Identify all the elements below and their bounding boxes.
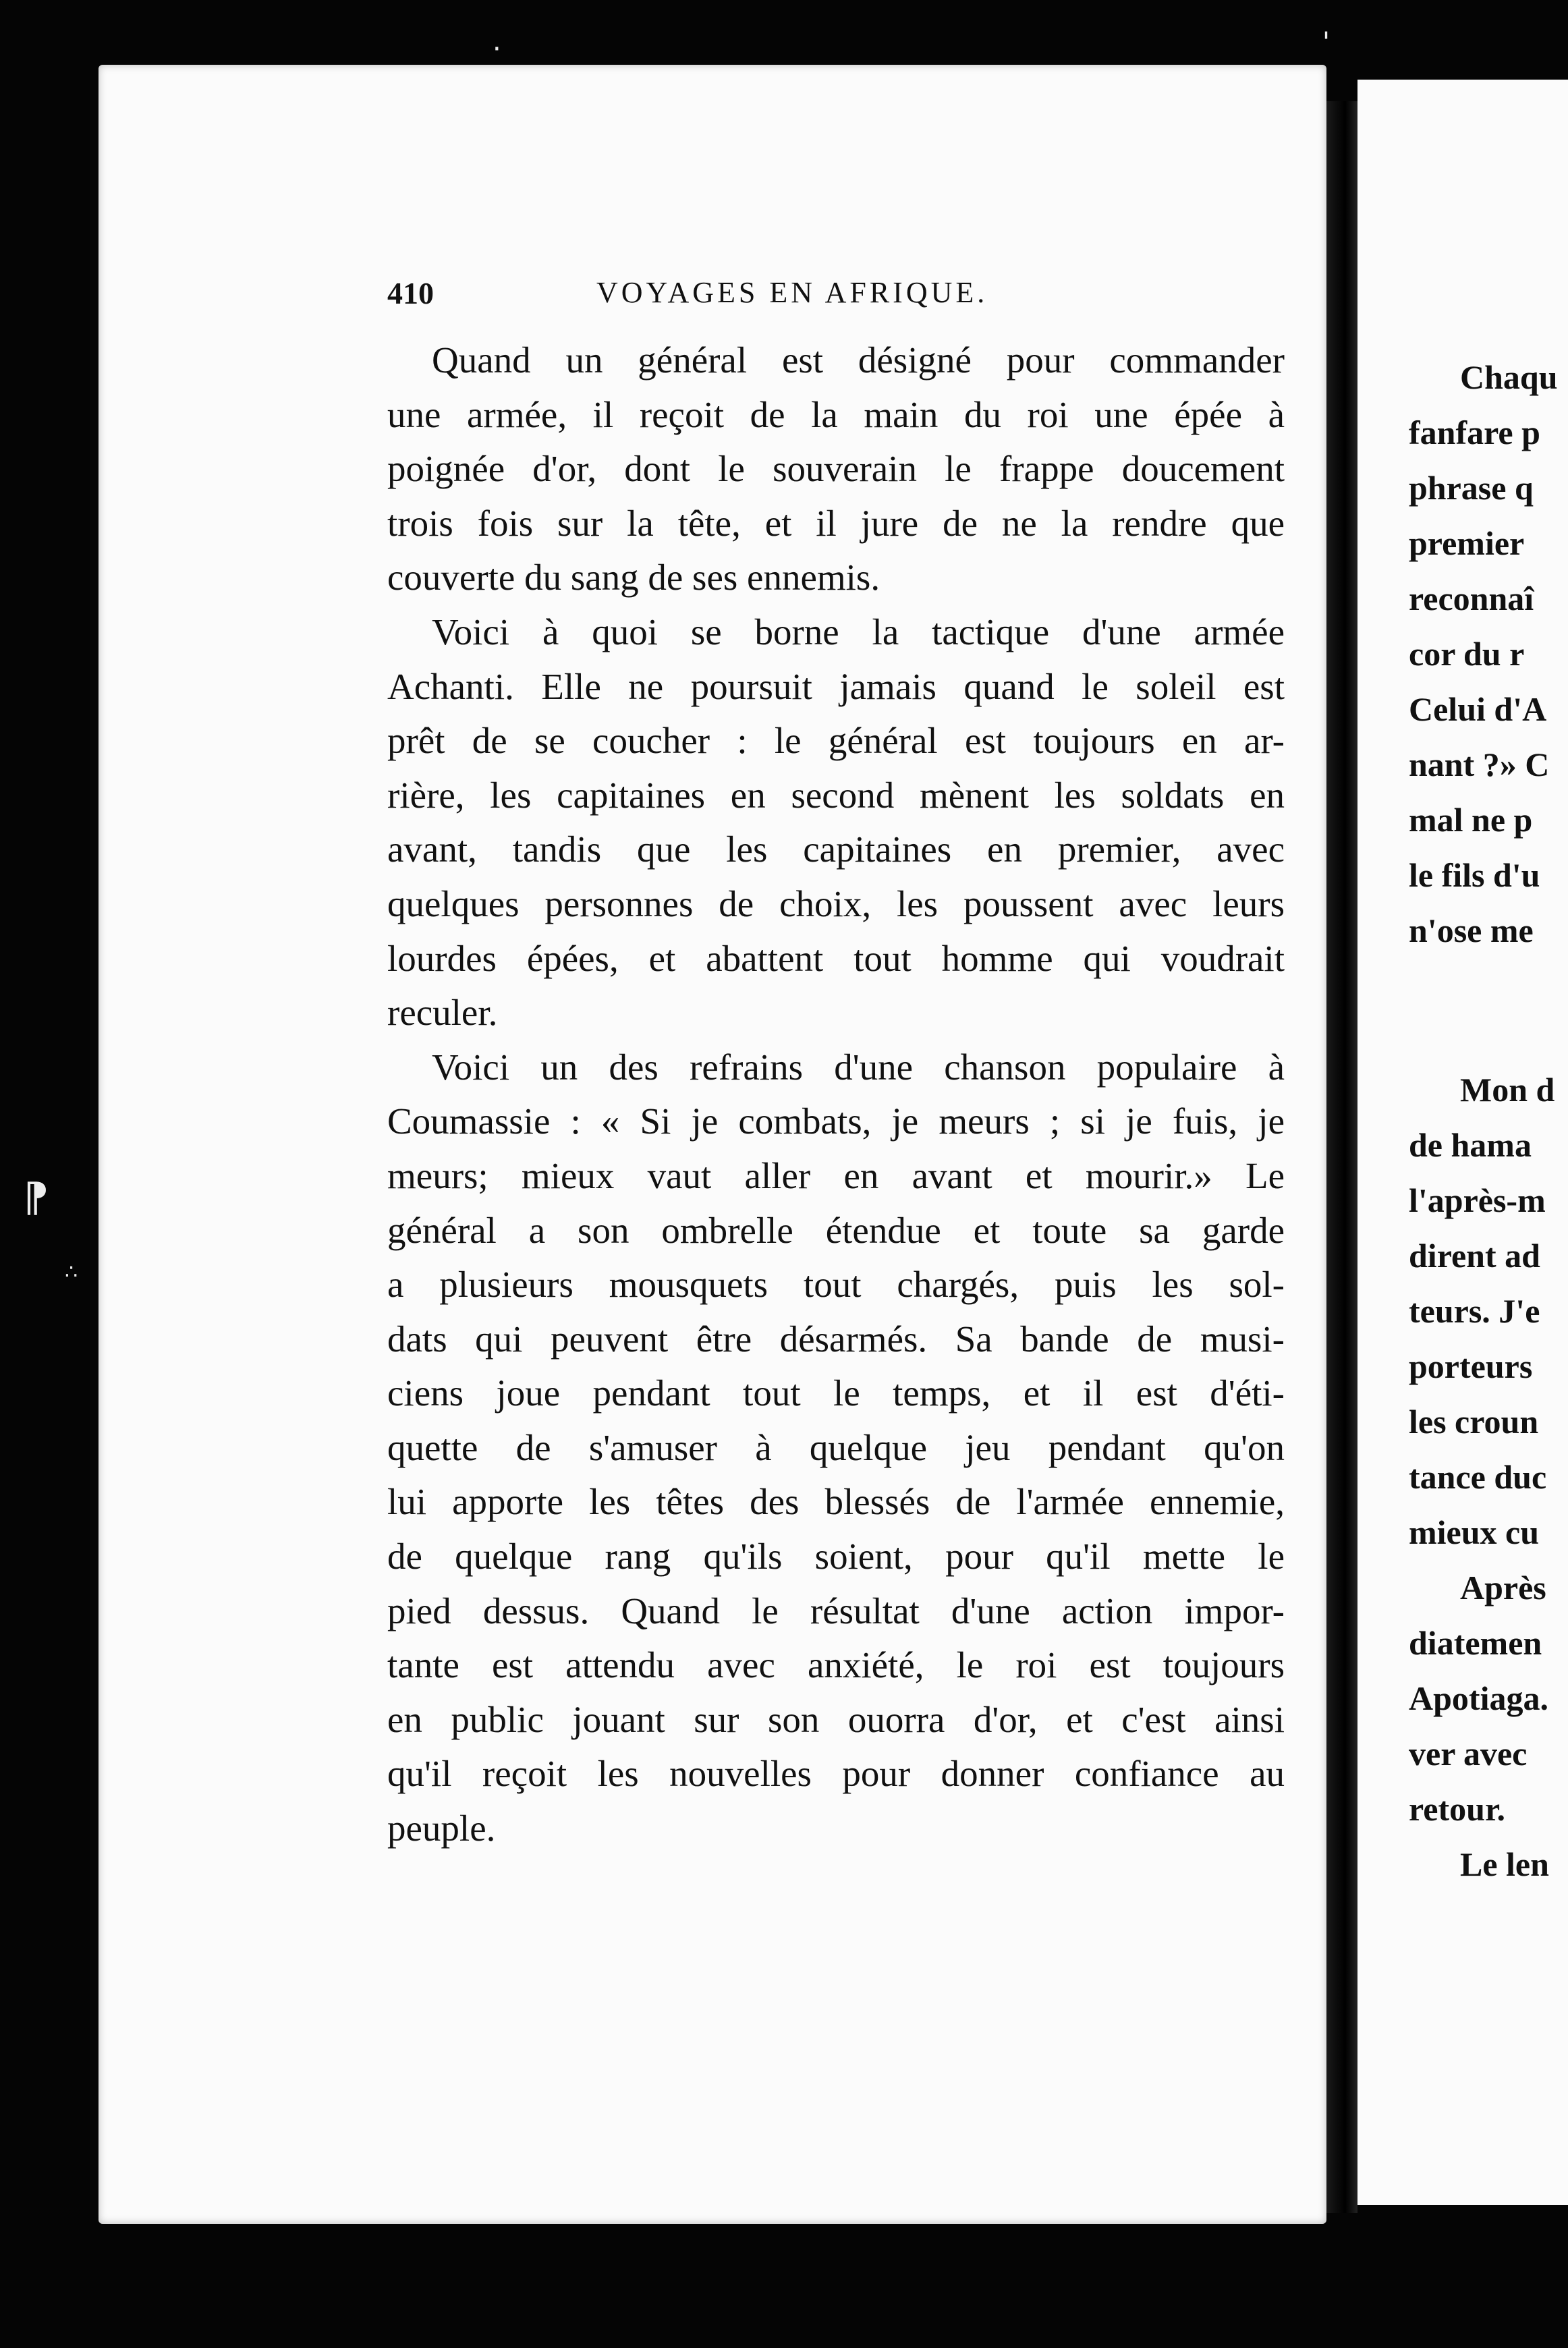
- text-line: Le len: [1460, 1845, 1549, 1883]
- text-line: qu'il reçoit les nouvelles pour donner confiance au: [387, 1753, 1285, 1795]
- text-line: une armée, il reçoit de la main du roi une épée à: [387, 393, 1285, 435]
- text-line: Mon d: [1460, 1071, 1555, 1109]
- text-line: fanfare p: [1409, 414, 1540, 451]
- text-line: Achanti. Elle ne poursuit jamais quand le soleil est: [387, 665, 1285, 707]
- running-head-title: VOYAGES EN AFRIQUE.: [596, 276, 988, 309]
- scan-speck: ·: [493, 34, 501, 65]
- text-line: l'après-m: [1409, 1181, 1546, 1219]
- text-line: tance duc: [1409, 1458, 1547, 1496]
- text-line: dirent ad: [1409, 1237, 1540, 1275]
- text-line: général a son ombrelle étendue et toute sa garde: [387, 1209, 1285, 1251]
- text-line: pied dessus. Quand le résultat d'une action impor-: [387, 1590, 1285, 1631]
- text-line: reculer.: [387, 992, 498, 1034]
- text-line: nant ?» C: [1409, 746, 1550, 783]
- text-line: Chaqu: [1460, 358, 1558, 396]
- text-line: Après: [1460, 1569, 1546, 1606]
- text-line: poignée d'or, dont le souverain le frappe doucement: [387, 448, 1285, 490]
- left-page-body: [387, 333, 1285, 1856]
- text-line: trois fois sur la tête, et il jure de ne la rendre que: [387, 502, 1285, 544]
- text-line: quelques personnes de choix, les poussent avec leurs: [387, 883, 1285, 924]
- text-line: lourdes épées, et abattent tout homme qui voudrait: [387, 937, 1285, 979]
- text-line: ver avec: [1409, 1735, 1528, 1772]
- text-line: mal ne p: [1409, 801, 1533, 839]
- text-line: reconnaî: [1409, 580, 1534, 617]
- text-line: Quand un général est désigné pour commander: [432, 339, 1285, 381]
- text-line: phrase q: [1409, 469, 1534, 507]
- text-line: cor du r: [1409, 635, 1525, 673]
- text-line: dats qui peuvent être désarmés. Sa bande de musi-: [387, 1318, 1285, 1360]
- text-line: diatemen: [1409, 1624, 1542, 1662]
- text-line: Celui d'A: [1409, 690, 1547, 728]
- text-line: les croun: [1409, 1403, 1539, 1441]
- text-line: n'ose me: [1409, 912, 1534, 949]
- page-number: 410: [387, 276, 434, 310]
- scan-speck: ': [1322, 27, 1330, 58]
- text-line: en public jouant sur son ouorra d'or, et c'est ainsi: [387, 1698, 1285, 1740]
- text-line: lui apporte les têtes des blessés de l'armée ennemie,: [387, 1481, 1285, 1523]
- text-line: quette de s'amuser à quelque jeu pendant qu'on: [387, 1426, 1285, 1468]
- text-line: tante est attendu avec anxiété, le roi est toujours: [387, 1644, 1285, 1686]
- text-line: meurs; mieux vaut aller en avant et mourir.» Le: [387, 1154, 1285, 1196]
- text-line: Coumassie : « Si je combats, je meurs ; si je fuis, je: [387, 1100, 1285, 1142]
- scan-speck: ∴: [65, 1260, 78, 1284]
- text-line: Voici un des refrains d'une chanson populaire à: [432, 1046, 1285, 1088]
- text-line: premier: [1409, 524, 1525, 562]
- text-line: avant, tandis que les capitaines en premier, avec: [387, 829, 1285, 870]
- text-line: le fils d'u: [1409, 856, 1540, 894]
- page-gutter-shadow: [1326, 101, 1357, 2213]
- text-line: Apotiaga.: [1409, 1679, 1548, 1717]
- text-line: couverte du sang de ses ennemis.: [387, 557, 880, 598]
- text-line: prêt de se coucher : le général est toujours en ar-: [387, 720, 1285, 762]
- text-line: ciens joue pendant tout le temps, et il est d'éti-: [387, 1372, 1285, 1414]
- text-line: peuple.: [387, 1808, 496, 1849]
- text-line: retour.: [1409, 1790, 1506, 1828]
- text-line: porteurs: [1409, 1347, 1533, 1385]
- text-line: de hama: [1409, 1126, 1532, 1164]
- scan-speck: ⁋: [23, 1174, 49, 1221]
- text-line: de quelque rang qu'ils soient, pour qu'il mette le: [387, 1536, 1285, 1577]
- text-line: teurs. J'e: [1409, 1292, 1540, 1330]
- text-line: mieux cu: [1409, 1513, 1540, 1551]
- text-line: Voici à quoi se borne la tactique d'une armée: [432, 611, 1285, 652]
- text-line: rière, les capitaines en second mènent les soldats en: [387, 774, 1285, 816]
- text-line: a plusieurs mousquets tout chargés, puis les sol-: [387, 1264, 1285, 1306]
